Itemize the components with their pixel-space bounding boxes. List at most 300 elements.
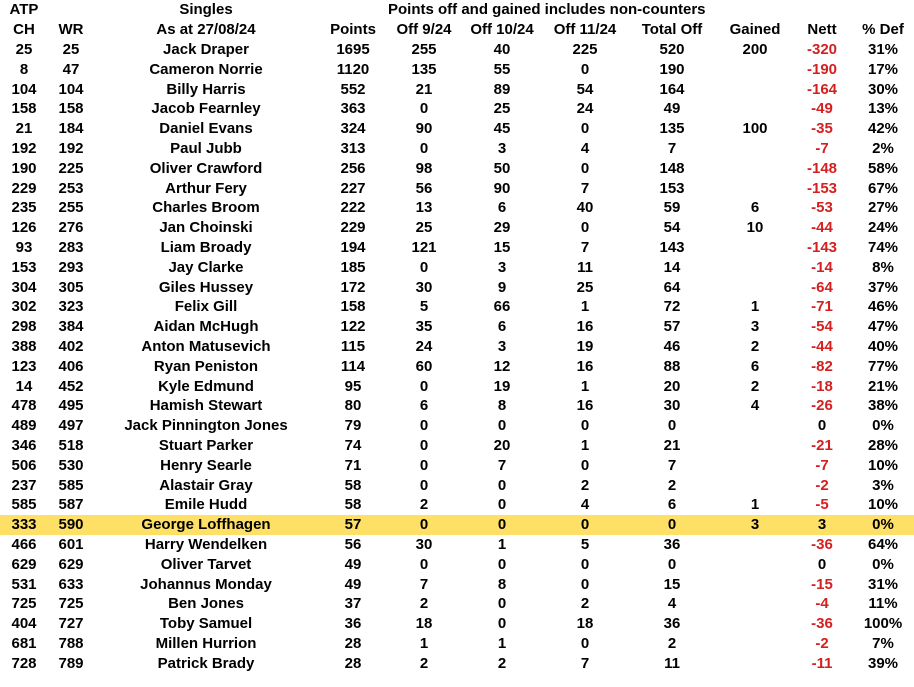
cell-player: Daniel Evans — [159, 120, 253, 138]
cell-pct-def: 37% — [868, 278, 899, 296]
cell-gained — [718, 238, 792, 258]
cell-nett: -18 — [811, 377, 833, 395]
cell-off-10-24: 89 — [493, 80, 511, 98]
cell-ch: 25 — [15, 41, 33, 58]
cell-points: 313 — [340, 139, 366, 157]
cell-player: Stuart Parker — [158, 436, 254, 454]
cell-total-off: 46 — [663, 337, 681, 355]
cell-gained — [718, 614, 792, 634]
cell-off-11-24: 1 — [580, 436, 590, 454]
cell-pct-def: 0% — [872, 417, 894, 435]
cell-ch: 478 — [11, 397, 37, 415]
table-row — [0, 634, 914, 654]
cell-off-9-24: 0 — [419, 476, 429, 494]
cell-nett: -153 — [807, 179, 838, 197]
cell-wr: 585 — [58, 476, 84, 494]
cell-off-11-24: 11 — [577, 258, 593, 276]
table-row — [0, 555, 914, 575]
cell-off-9-24: 60 — [415, 357, 433, 375]
cell-off-11-24: 0 — [580, 159, 590, 177]
cell-player: Millen Hurrion — [155, 634, 257, 652]
cell-total-off: 164 — [659, 80, 685, 98]
cell-player: Giles Hussey — [158, 278, 254, 296]
table-row — [0, 396, 914, 416]
cell-gained — [718, 575, 792, 595]
cell-nett: 3 — [792, 515, 852, 535]
header-as-at: As at 27/08/24 — [156, 21, 256, 38]
cell-player: Ryan Peniston — [153, 357, 259, 375]
table-row — [0, 297, 914, 317]
cell-wr: 495 — [58, 397, 84, 415]
cell-points: 172 — [340, 278, 366, 296]
cell-wr: 725 — [58, 595, 84, 613]
cell-nett: -82 — [811, 357, 833, 375]
cell-points: 115 — [340, 337, 366, 355]
table-row — [0, 456, 914, 476]
cell-gained — [718, 179, 792, 199]
cell-off-9-24: 0 — [419, 100, 429, 118]
cell-off-10-24: 0 — [497, 417, 507, 435]
cell-nett: -2 — [815, 634, 829, 652]
cell-pct-def: 31% — [868, 41, 899, 58]
cell-off-10-24: 0 — [497, 476, 507, 494]
table-row — [0, 317, 914, 337]
cell-off-11-24: 225 — [572, 41, 598, 58]
cell-off-11-24: 0 — [580, 456, 590, 474]
cell-wr: 305 — [58, 278, 84, 296]
cell-off-9-24: 24 — [415, 337, 433, 355]
cell-nett: -71 — [811, 298, 833, 316]
cell-points: 256 — [340, 159, 366, 177]
cell-points: 28 — [344, 634, 362, 652]
cell-pct-def: 11% — [868, 595, 898, 613]
cell-off-10-24: 0 — [497, 595, 507, 613]
cell-gained: 2 — [750, 377, 760, 395]
cell-nett: -36 — [811, 535, 833, 553]
cell-points: 36 — [344, 615, 362, 633]
cell-gained: 4 — [750, 397, 760, 415]
cell-off-10-24: 9 — [497, 278, 507, 296]
cell-ch: 21 — [15, 120, 33, 138]
cell-pct-def: 42% — [868, 120, 899, 138]
cell-off-11-24: 7 — [580, 179, 590, 197]
cell-gained: 10 — [746, 219, 764, 237]
cell-ch: 126 — [11, 219, 37, 237]
cell-off-9-24: 255 — [411, 41, 437, 58]
cell-wr: 518 — [58, 436, 84, 454]
cell-total-off: 7 — [667, 456, 677, 474]
cell-player: Johannus Monday — [140, 575, 272, 593]
cell-off-11-24: 54 — [576, 80, 594, 98]
cell-total-off: 36 — [663, 535, 681, 553]
cell-pct-def: 77% — [868, 357, 899, 375]
cell-ch: 237 — [11, 476, 37, 494]
cell-points: 1695 — [336, 41, 370, 58]
cell-pct-def: 0% — [872, 555, 894, 573]
table-row — [0, 99, 914, 119]
cell-nett: -2 — [815, 476, 829, 494]
cell-off-10-24: 0 — [460, 515, 544, 535]
cell-off-10-24: 40 — [493, 41, 511, 58]
cell-off-11-24: 24 — [576, 100, 594, 118]
cell-off-11-24: 7 — [580, 654, 590, 672]
cell-pct-def: 17% — [868, 60, 899, 78]
cell-off-9-24: 21 — [415, 80, 433, 98]
cell-points: 57 — [318, 515, 388, 535]
table-row — [0, 594, 914, 614]
cell-off-9-24: 0 — [419, 456, 429, 474]
cell-off-11-24: 4 — [580, 139, 590, 157]
cell-off-10-24: 12 — [493, 357, 511, 375]
cell-off-11-24: 18 — [576, 615, 594, 633]
cell-gained: 3 — [750, 318, 760, 336]
cell-off-9-24: 0 — [419, 258, 429, 276]
cell-player: Hamish Stewart — [149, 397, 263, 415]
cell-pct-def: 58% — [868, 159, 899, 177]
cell-off-10-24: 3 — [497, 258, 507, 276]
table-row — [0, 119, 914, 139]
cell-ch: 8 — [19, 60, 29, 78]
cell-off-10-24: 45 — [493, 120, 511, 138]
cell-points: 222 — [340, 199, 366, 217]
cell-gained — [718, 416, 792, 436]
cell-pct-def: 38% — [868, 397, 899, 415]
cell-total-off: 2 — [667, 476, 677, 494]
table-row — [0, 238, 914, 258]
cell-off-10-24: 0 — [497, 615, 507, 633]
cell-ch: 681 — [11, 634, 37, 652]
table-row — [0, 60, 914, 80]
cell-points: 552 — [340, 80, 366, 98]
cell-nett: -143 — [807, 238, 838, 256]
cell-pct-def: 74% — [868, 238, 899, 256]
cell-total-off: 6 — [667, 496, 677, 514]
cell-off-9-24: 30 — [415, 278, 433, 296]
cell-player: Paul Jubb — [170, 139, 242, 157]
cell-ch: 531 — [11, 575, 37, 593]
header-off-10-24: Off 10/24 — [470, 21, 534, 38]
cell-off-10-24: 1 — [497, 634, 507, 652]
cell-gained — [718, 60, 792, 80]
cell-gained — [718, 555, 792, 575]
table-row — [0, 476, 914, 496]
cell-gained: 3 — [718, 515, 792, 535]
cell-pct-def: 47% — [868, 318, 899, 336]
cell-total-off: 36 — [663, 615, 681, 633]
cell-ch: 190 — [11, 159, 37, 177]
cell-ch: 14 — [15, 377, 33, 395]
cell-total-off: 57 — [663, 318, 681, 336]
cell-off-10-24: 0 — [497, 496, 507, 514]
cell-wr: 497 — [58, 417, 84, 435]
cell-wr: 253 — [58, 179, 84, 197]
cell-wr: 587 — [58, 496, 84, 514]
cell-off-11-24: 0 — [580, 555, 590, 573]
cell-off-11-24: 2 — [580, 595, 590, 613]
table-body — [0, 40, 914, 674]
cell-ch: 333 — [0, 515, 48, 535]
table-row — [0, 515, 914, 535]
cell-gained — [718, 436, 792, 456]
cell-nett: -64 — [811, 278, 833, 296]
cell-off-10-24: 90 — [493, 179, 511, 197]
cell-pct-def: 7% — [872, 634, 894, 652]
cell-wr: 788 — [58, 634, 84, 652]
table-row — [0, 159, 914, 179]
cell-points: 28 — [344, 654, 362, 672]
table-row — [0, 278, 914, 298]
cell-points: 56 — [344, 535, 362, 553]
header-pct-def: % Def — [862, 21, 904, 38]
cell-points: 363 — [340, 100, 366, 118]
cell-gained: 1 — [750, 298, 760, 316]
cell-wr: 293 — [58, 258, 84, 276]
cell-off-11-24: 2 — [580, 476, 590, 494]
cell-ch: 585 — [11, 496, 37, 514]
cell-off-10-24: 50 — [493, 159, 511, 177]
cell-player: Cameron Norrie — [149, 60, 263, 78]
cell-wr: 283 — [58, 238, 84, 256]
cell-pct-def: 0% — [852, 515, 914, 535]
cell-player: Ben Jones — [168, 595, 244, 613]
cell-off-10-24: 55 — [493, 60, 511, 78]
cell-points: 95 — [344, 377, 362, 395]
header-nett: Nett — [807, 21, 837, 38]
cell-pct-def: 24% — [868, 219, 899, 237]
table-row — [0, 495, 914, 515]
cell-points: 158 — [340, 298, 366, 316]
cell-off-11-24: 1 — [580, 377, 590, 395]
cell-nett: -11 — [811, 654, 833, 672]
table-header — [0, 0, 914, 40]
cell-wr: 402 — [58, 337, 84, 355]
cell-wr: 601 — [58, 535, 84, 553]
cell-off-9-24: 98 — [415, 159, 433, 177]
cell-total-off: 7 — [667, 139, 677, 157]
cell-off-9-24: 7 — [419, 575, 429, 593]
cell-ch: 725 — [11, 595, 37, 613]
cell-nett: -54 — [811, 318, 833, 336]
cell-points: 227 — [340, 179, 366, 197]
cell-off-9-24: 2 — [419, 496, 429, 514]
cell-total-off: 135 — [659, 120, 685, 138]
header-off-11-24: Off 11/24 — [553, 21, 617, 38]
cell-pct-def: 40% — [868, 337, 899, 355]
table-row — [0, 377, 914, 397]
cell-off-9-24: 0 — [388, 515, 460, 535]
cell-off-10-24: 20 — [493, 436, 511, 454]
cell-gained: 200 — [742, 41, 768, 58]
table-row — [0, 337, 914, 357]
cell-off-11-24: 4 — [580, 496, 590, 514]
cell-pct-def: 13% — [868, 100, 899, 118]
cell-player: Jan Choinski — [159, 219, 253, 237]
cell-wr: 629 — [58, 555, 84, 573]
header-note: Points off and gained includes non-counters — [388, 1, 706, 18]
cell-player: Jacob Fearnley — [151, 100, 261, 118]
cell-pct-def: 3% — [872, 476, 894, 494]
cell-off-10-24: 29 — [493, 219, 511, 237]
cell-player: Henry Searle — [160, 456, 252, 474]
cell-total-off: 4 — [667, 595, 677, 613]
cell-total-off: 59 — [663, 199, 681, 217]
cell-off-10-24: 1 — [497, 535, 507, 553]
cell-gained — [718, 535, 792, 555]
cell-ch: 158 — [11, 100, 37, 118]
cell-total-off: 0 — [667, 417, 677, 435]
cell-off-10-24: 6 — [497, 199, 507, 217]
cell-ch: 388 — [11, 337, 37, 355]
cell-total-off: 15 — [663, 575, 681, 593]
cell-points: 58 — [344, 476, 362, 494]
cell-wr: 530 — [58, 456, 84, 474]
cell-off-11-24: 0 — [580, 417, 590, 435]
cell-points: 74 — [344, 436, 362, 454]
cell-off-11-24: 0 — [580, 575, 590, 593]
cell-wr: 192 — [58, 139, 84, 157]
cell-ch: 404 — [11, 615, 37, 633]
cell-ch: 629 — [11, 555, 37, 573]
cell-nett: -4 — [815, 595, 829, 613]
cell-off-11-24: 16 — [576, 357, 594, 375]
cell-off-10-24: 25 — [493, 100, 511, 118]
cell-ch: 506 — [11, 456, 37, 474]
cell-off-11-24: 25 — [576, 278, 594, 296]
cell-pct-def: 2% — [872, 139, 894, 157]
cell-points: 71 — [344, 456, 362, 474]
table-row — [0, 575, 914, 595]
cell-wr: 633 — [58, 575, 84, 593]
table-row — [0, 654, 914, 674]
cell-pct-def: 21% — [868, 377, 899, 395]
cell-off-9-24: 0 — [419, 417, 429, 435]
cell-pct-def: 100% — [863, 615, 903, 633]
table-row — [0, 535, 914, 555]
cell-player: Billy Harris — [166, 80, 246, 98]
cell-wr: 727 — [58, 615, 84, 633]
cell-gained — [718, 594, 792, 614]
cell-ch: 304 — [11, 278, 37, 296]
cell-off-11-24: 16 — [576, 397, 594, 415]
cell-pct-def: 10% — [868, 496, 899, 514]
cell-wr: 590 — [48, 515, 94, 535]
cell-total-off: 143 — [659, 238, 685, 256]
cell-nett: -14 — [811, 258, 833, 276]
cell-points: 49 — [344, 575, 362, 593]
cell-nett: -7 — [815, 139, 829, 157]
cell-off-9-24: 0 — [419, 436, 429, 454]
cell-gained — [718, 99, 792, 119]
cell-ch: 466 — [11, 535, 37, 553]
cell-gained — [718, 654, 792, 674]
cell-nett: -44 — [811, 337, 833, 355]
cell-pct-def: 46% — [868, 298, 899, 316]
cell-total-off: 148 — [659, 159, 685, 177]
cell-wr: 25 — [62, 41, 80, 58]
table-row — [0, 614, 914, 634]
cell-player: George Loffhagen — [94, 515, 318, 535]
cell-gained — [718, 80, 792, 100]
cell-wr: 323 — [58, 298, 84, 316]
cell-pct-def: 64% — [868, 535, 899, 553]
cell-pct-def: 30% — [868, 80, 899, 98]
cell-points: 58 — [344, 496, 362, 514]
cell-player: Liam Broady — [160, 238, 252, 256]
cell-gained — [718, 476, 792, 496]
cell-points: 37 — [344, 595, 362, 613]
cell-player: Oliver Crawford — [149, 159, 263, 177]
cell-pct-def: 28% — [868, 436, 899, 454]
cell-total-off: 153 — [659, 179, 685, 197]
cell-off-9-24: 56 — [415, 179, 433, 197]
cell-off-10-24: 3 — [497, 337, 507, 355]
cell-off-10-24: 2 — [497, 654, 507, 672]
cell-nett: -148 — [807, 159, 838, 177]
cell-nett: -35 — [811, 120, 833, 138]
cell-off-11-24: 40 — [576, 199, 594, 217]
table-row — [0, 357, 914, 377]
cell-off-11-24: 1 — [580, 298, 590, 316]
cell-nett: -49 — [811, 100, 833, 118]
cell-total-off: 2 — [667, 634, 677, 652]
cell-ch: 728 — [11, 654, 37, 672]
cell-player: Emile Hudd — [164, 496, 248, 514]
cell-pct-def: 8% — [872, 258, 894, 276]
cell-nett: -15 — [811, 575, 833, 593]
cell-player: Oliver Tarvet — [160, 555, 252, 573]
cell-off-9-24: 2 — [419, 595, 429, 613]
table-row — [0, 218, 914, 238]
cell-gained: 6 — [750, 199, 760, 217]
cell-pct-def: 67% — [868, 179, 899, 197]
cell-nett: -164 — [807, 80, 838, 98]
table-row — [0, 179, 914, 199]
cell-gained — [718, 258, 792, 278]
cell-points: 114 — [340, 357, 366, 375]
cell-wr: 255 — [58, 199, 84, 217]
cell-off-11-24: 0 — [580, 120, 590, 138]
table-row — [0, 80, 914, 100]
cell-off-11-24: 0 — [580, 219, 590, 237]
cell-off-9-24: 30 — [415, 535, 433, 553]
cell-ch: 235 — [11, 199, 37, 217]
cell-gained: 1 — [750, 496, 760, 514]
cell-wr: 184 — [58, 120, 84, 138]
cell-off-10-24: 0 — [497, 555, 507, 573]
cell-off-9-24: 2 — [419, 654, 429, 672]
cell-points: 324 — [340, 120, 366, 138]
cell-off-11-24: 7 — [580, 238, 590, 256]
cell-player: Toby Samuel — [159, 615, 253, 633]
cell-wr: 276 — [58, 219, 84, 237]
cell-points: 185 — [340, 258, 366, 276]
cell-nett: -44 — [811, 219, 833, 237]
cell-off-10-24: 15 — [493, 238, 511, 256]
cell-ch: 302 — [11, 298, 37, 316]
cell-off-11-24: 0 — [580, 60, 590, 78]
cell-off-11-24: 19 — [576, 337, 594, 355]
cell-off-9-24: 6 — [419, 397, 429, 415]
cell-gained: 6 — [750, 357, 760, 375]
cell-gained — [718, 634, 792, 654]
cell-points: 79 — [344, 417, 362, 435]
cell-off-11-24: 0 — [544, 515, 626, 535]
cell-off-10-24: 19 — [493, 377, 511, 395]
cell-nett: 0 — [817, 417, 827, 435]
cell-nett: 0 — [817, 555, 827, 573]
cell-nett: -5 — [815, 496, 829, 514]
cell-off-10-24: 3 — [497, 139, 507, 157]
